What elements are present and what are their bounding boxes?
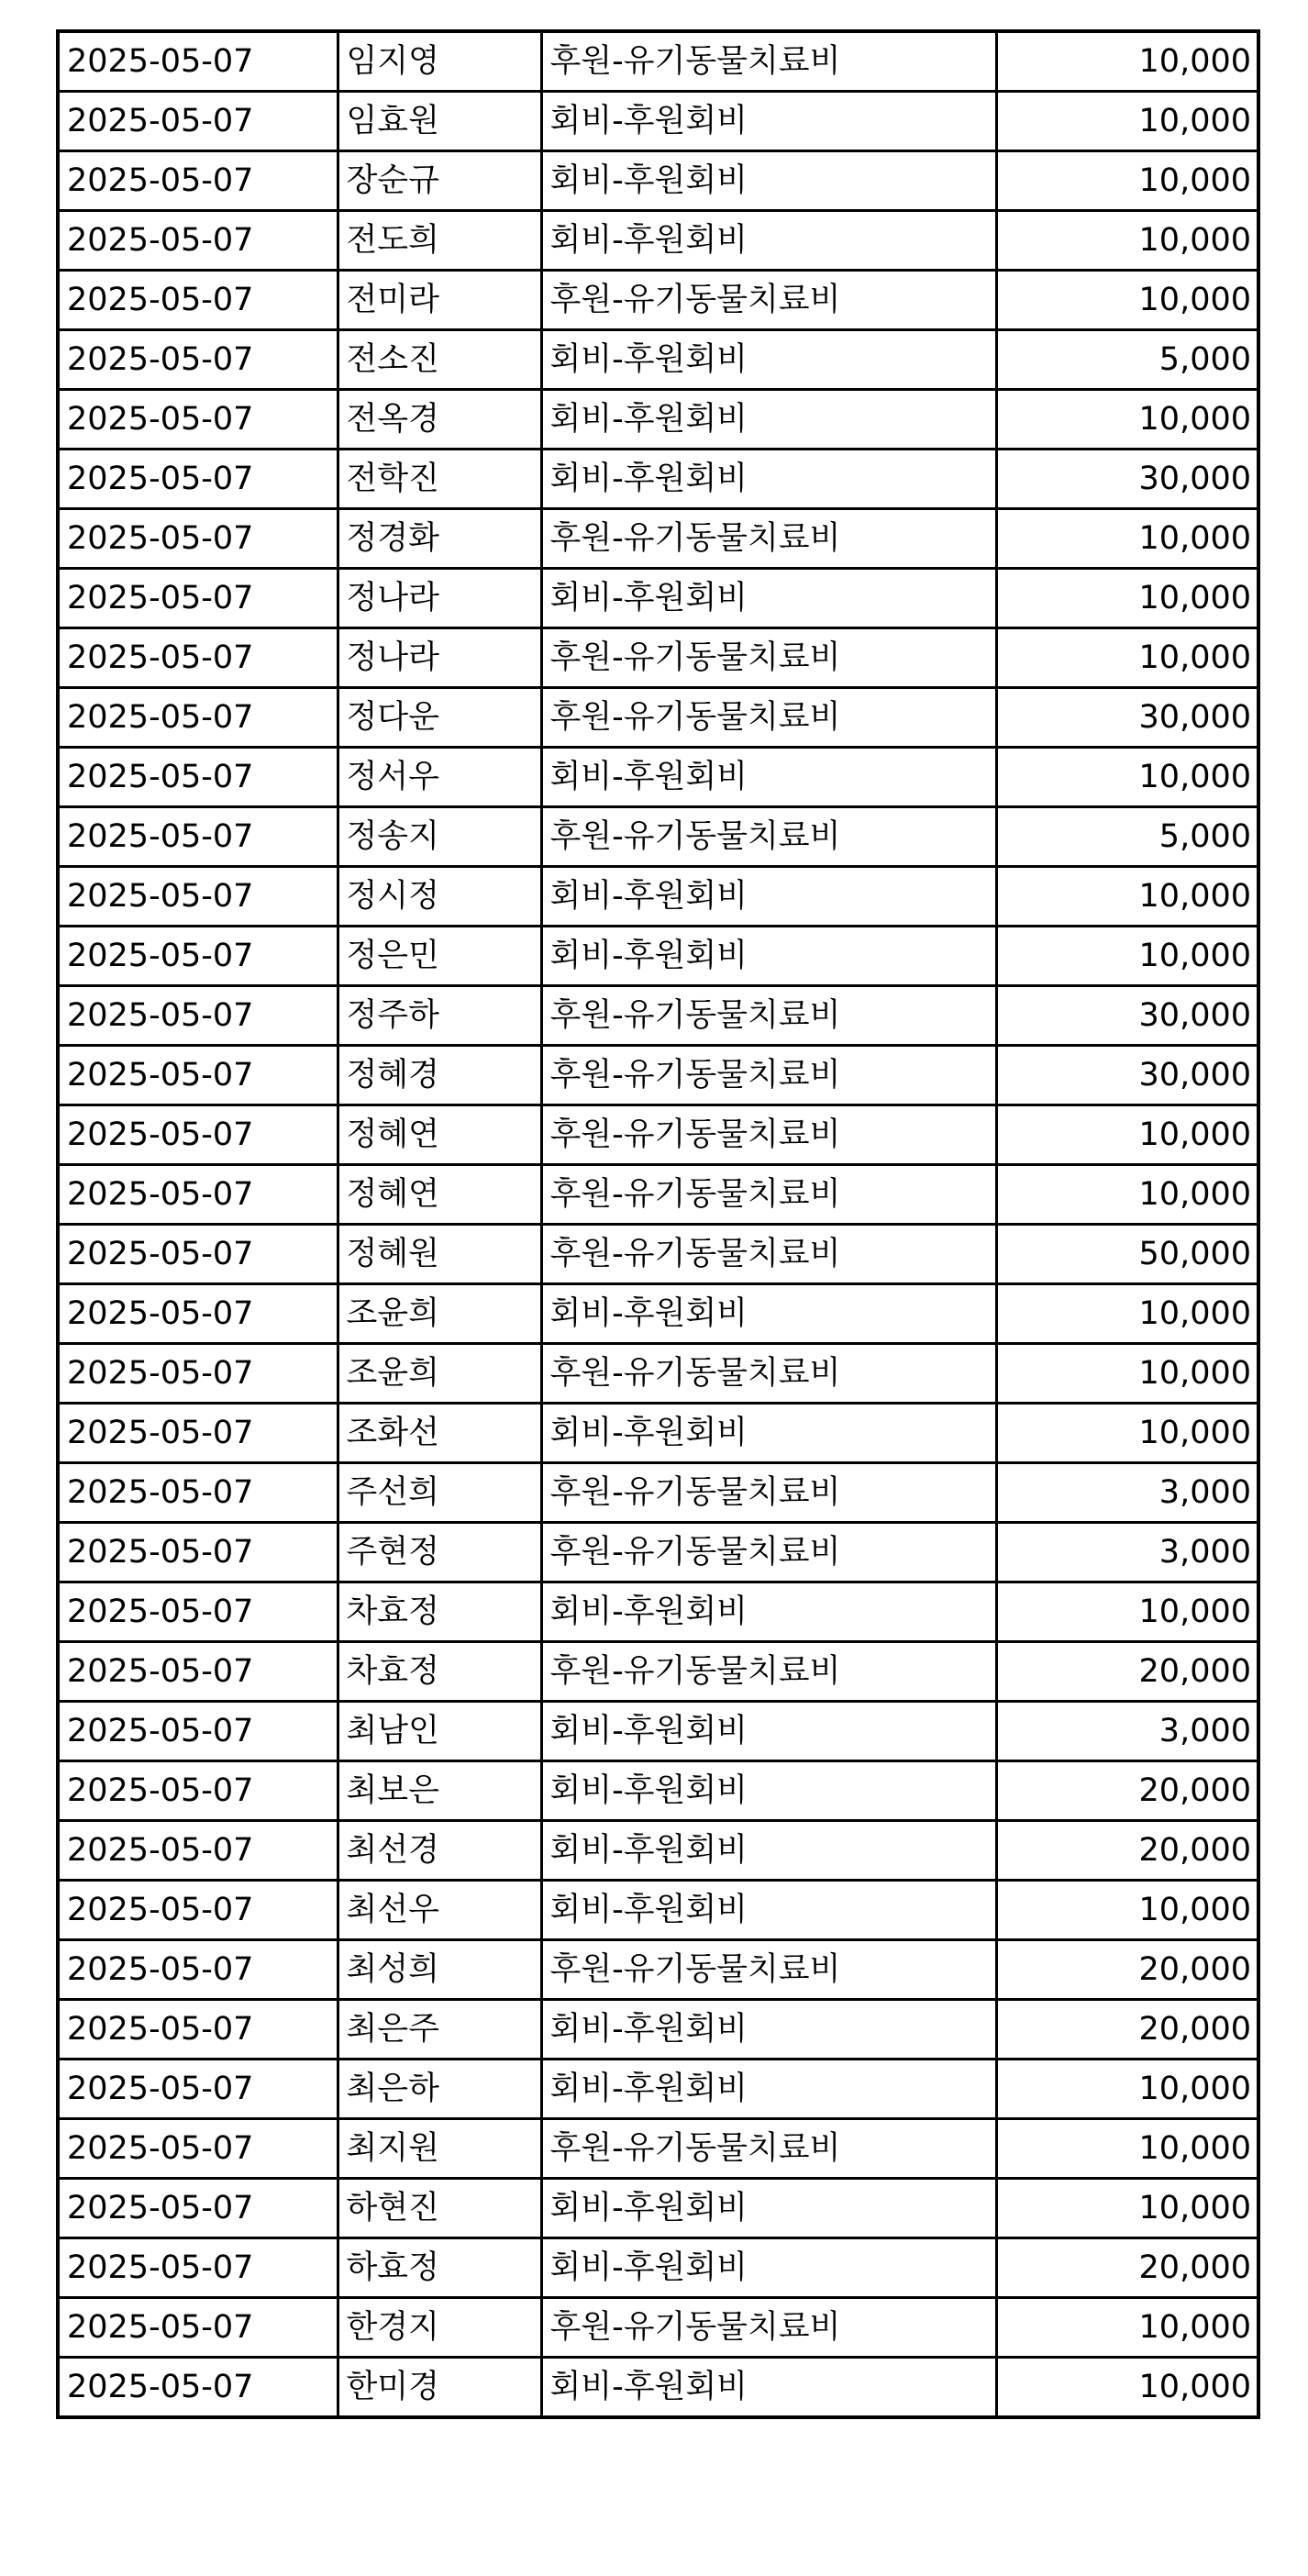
table-row	[58, 1165, 1258, 1225]
category-cell: 회비-후원회비	[541, 211, 996, 271]
donor-name-cell: 정나라	[338, 628, 541, 688]
date-cell: 2025-05-07	[58, 2119, 338, 2179]
amount-cell: 10,000	[996, 1165, 1258, 1225]
donor-name-cell: 임지영	[338, 31, 541, 92]
category-cell: 후원-유기동물치료비	[541, 628, 996, 688]
donor-name-cell: 주현정	[338, 1523, 541, 1582]
table-row	[58, 2298, 1258, 2358]
donor-name-cell: 주선희	[338, 1463, 541, 1523]
table-row	[58, 1404, 1258, 1463]
category-cell: 후원-유기동물치료비	[541, 271, 996, 330]
amount-cell: 10,000	[996, 1344, 1258, 1404]
table-row	[58, 1940, 1258, 2000]
table-row	[58, 2358, 1258, 2418]
table-row	[58, 1642, 1258, 1702]
table-row	[58, 509, 1258, 569]
amount-cell: 10,000	[996, 2358, 1258, 2418]
amount-cell: 10,000	[996, 748, 1258, 807]
table-row	[58, 390, 1258, 450]
category-cell: 후원-유기동물치료비	[541, 1642, 996, 1702]
amount-cell: 30,000	[996, 450, 1258, 509]
amount-cell: 10,000	[996, 2179, 1258, 2238]
date-cell: 2025-05-07	[58, 688, 338, 748]
category-cell: 회비-후원회비	[541, 1582, 996, 1642]
category-cell: 회비-후원회비	[541, 1404, 996, 1463]
date-cell: 2025-05-07	[58, 807, 338, 867]
amount-cell: 10,000	[996, 2060, 1258, 2119]
table-row	[58, 1702, 1258, 1761]
amount-cell: 10,000	[996, 151, 1258, 211]
donor-name-cell: 하효정	[338, 2238, 541, 2298]
amount-cell: 20,000	[996, 2238, 1258, 2298]
category-cell: 후원-유기동물치료비	[541, 1105, 996, 1165]
table-row	[58, 2238, 1258, 2298]
category-cell: 회비-후원회비	[541, 2358, 996, 2418]
category-cell: 회비-후원회비	[541, 748, 996, 807]
category-cell: 회비-후원회비	[541, 1821, 996, 1881]
table-row	[58, 569, 1258, 628]
category-cell: 후원-유기동물치료비	[541, 1940, 996, 2000]
category-cell: 회비-후원회비	[541, 569, 996, 628]
date-cell: 2025-05-07	[58, 450, 338, 509]
donor-name-cell: 정혜경	[338, 1046, 541, 1105]
donor-name-cell: 차효정	[338, 1582, 541, 1642]
category-cell: 후원-유기동물치료비	[541, 1046, 996, 1105]
category-cell: 회비-후원회비	[541, 1881, 996, 1940]
donor-name-cell: 전미라	[338, 271, 541, 330]
date-cell: 2025-05-07	[58, 1881, 338, 1940]
date-cell: 2025-05-07	[58, 1463, 338, 1523]
category-cell: 회비-후원회비	[541, 1761, 996, 1821]
date-cell: 2025-05-07	[58, 1523, 338, 1582]
category-cell: 후원-유기동물치료비	[541, 1344, 996, 1404]
table-row	[58, 2000, 1258, 2060]
date-cell: 2025-05-07	[58, 509, 338, 569]
category-cell: 회비-후원회비	[541, 1284, 996, 1344]
amount-cell: 3,000	[996, 1463, 1258, 1523]
date-cell: 2025-05-07	[58, 1642, 338, 1702]
category-cell: 후원-유기동물치료비	[541, 807, 996, 867]
donor-name-cell: 정경화	[338, 509, 541, 569]
table-row	[58, 867, 1258, 927]
date-cell: 2025-05-07	[58, 867, 338, 927]
donor-name-cell: 임효원	[338, 92, 541, 151]
date-cell: 2025-05-07	[58, 986, 338, 1046]
category-cell: 후원-유기동물치료비	[541, 31, 996, 92]
donor-name-cell: 한미경	[338, 2358, 541, 2418]
category-cell: 회비-후원회비	[541, 390, 996, 450]
date-cell: 2025-05-07	[58, 2238, 338, 2298]
category-cell: 회비-후원회비	[541, 2000, 996, 2060]
amount-cell: 5,000	[996, 807, 1258, 867]
amount-cell: 20,000	[996, 1940, 1258, 2000]
donor-name-cell: 차효정	[338, 1642, 541, 1702]
date-cell: 2025-05-07	[58, 1940, 338, 2000]
donor-name-cell: 최보은	[338, 1761, 541, 1821]
date-cell: 2025-05-07	[58, 92, 338, 151]
amount-cell: 10,000	[996, 2298, 1258, 2358]
table-row	[58, 1284, 1258, 1344]
donor-name-cell: 정다운	[338, 688, 541, 748]
date-cell: 2025-05-07	[58, 330, 338, 390]
table-row	[58, 1582, 1258, 1642]
category-cell: 회비-후원회비	[541, 927, 996, 986]
table-row	[58, 927, 1258, 986]
category-cell: 회비-후원회비	[541, 151, 996, 211]
table-row	[58, 1821, 1258, 1881]
donor-name-cell: 전학진	[338, 450, 541, 509]
donation-ledger-table	[56, 29, 1260, 2419]
amount-cell: 10,000	[996, 1582, 1258, 1642]
donor-name-cell: 정은민	[338, 927, 541, 986]
category-cell: 후원-유기동물치료비	[541, 1165, 996, 1225]
table-row	[58, 2119, 1258, 2179]
amount-cell: 20,000	[996, 2000, 1258, 2060]
donor-name-cell: 최은주	[338, 2000, 541, 2060]
donor-name-cell: 정혜연	[338, 1105, 541, 1165]
table-row	[58, 92, 1258, 151]
date-cell: 2025-05-07	[58, 2000, 338, 2060]
category-cell: 회비-후원회비	[541, 867, 996, 927]
category-cell: 회비-후원회비	[541, 2238, 996, 2298]
category-cell: 후원-유기동물치료비	[541, 2119, 996, 2179]
amount-cell: 20,000	[996, 1642, 1258, 1702]
date-cell: 2025-05-07	[58, 1702, 338, 1761]
amount-cell: 10,000	[996, 927, 1258, 986]
table-row	[58, 986, 1258, 1046]
date-cell: 2025-05-07	[58, 2358, 338, 2418]
category-cell: 후원-유기동물치료비	[541, 688, 996, 748]
donor-name-cell: 최선우	[338, 1881, 541, 1940]
category-cell: 회비-후원회비	[541, 450, 996, 509]
amount-cell: 20,000	[996, 1821, 1258, 1881]
donor-name-cell: 정혜원	[338, 1225, 541, 1284]
donor-name-cell: 장순규	[338, 151, 541, 211]
table-row	[58, 1046, 1258, 1105]
donor-name-cell: 정서우	[338, 748, 541, 807]
date-cell: 2025-05-07	[58, 628, 338, 688]
amount-cell: 50,000	[996, 1225, 1258, 1284]
ledger-body	[58, 31, 1258, 2417]
amount-cell: 5,000	[996, 330, 1258, 390]
amount-cell: 30,000	[996, 986, 1258, 1046]
donor-name-cell: 조윤희	[338, 1344, 541, 1404]
donor-name-cell: 최선경	[338, 1821, 541, 1881]
donor-name-cell: 정송지	[338, 807, 541, 867]
donor-name-cell: 최은하	[338, 2060, 541, 2119]
amount-cell: 10,000	[996, 509, 1258, 569]
category-cell: 회비-후원회비	[541, 330, 996, 390]
category-cell: 후원-유기동물치료비	[541, 1523, 996, 1582]
donor-name-cell: 한경지	[338, 2298, 541, 2358]
date-cell: 2025-05-07	[58, 927, 338, 986]
date-cell: 2025-05-07	[58, 271, 338, 330]
amount-cell: 10,000	[996, 211, 1258, 271]
date-cell: 2025-05-07	[58, 1761, 338, 1821]
table-row	[58, 1463, 1258, 1523]
table-row	[58, 748, 1258, 807]
amount-cell: 30,000	[996, 1046, 1258, 1105]
category-cell: 후원-유기동물치료비	[541, 986, 996, 1046]
date-cell: 2025-05-07	[58, 211, 338, 271]
date-cell: 2025-05-07	[58, 569, 338, 628]
amount-cell: 10,000	[996, 92, 1258, 151]
amount-cell: 30,000	[996, 688, 1258, 748]
amount-cell: 10,000	[996, 271, 1258, 330]
table-row	[58, 1761, 1258, 1821]
amount-cell: 10,000	[996, 1404, 1258, 1463]
table-row	[58, 450, 1258, 509]
category-cell: 회비-후원회비	[541, 2179, 996, 2238]
amount-cell: 10,000	[996, 569, 1258, 628]
donor-name-cell: 정시정	[338, 867, 541, 927]
donor-name-cell: 최성희	[338, 1940, 541, 2000]
table-row	[58, 807, 1258, 867]
date-cell: 2025-05-07	[58, 2179, 338, 2238]
date-cell: 2025-05-07	[58, 1404, 338, 1463]
amount-cell: 10,000	[996, 2119, 1258, 2179]
donor-name-cell: 전도희	[338, 211, 541, 271]
category-cell: 후원-유기동물치료비	[541, 1225, 996, 1284]
donor-name-cell: 전소진	[338, 330, 541, 390]
table-row	[58, 1523, 1258, 1582]
category-cell: 후원-유기동물치료비	[541, 2298, 996, 2358]
table-row	[58, 1225, 1258, 1284]
table-row	[58, 1105, 1258, 1165]
date-cell: 2025-05-07	[58, 1821, 338, 1881]
date-cell: 2025-05-07	[58, 390, 338, 450]
date-cell: 2025-05-07	[58, 31, 338, 92]
donor-name-cell: 조윤희	[338, 1284, 541, 1344]
date-cell: 2025-05-07	[58, 1165, 338, 1225]
amount-cell: 10,000	[996, 31, 1258, 92]
amount-cell: 3,000	[996, 1702, 1258, 1761]
table-row	[58, 271, 1258, 330]
amount-cell: 10,000	[996, 1284, 1258, 1344]
donor-name-cell: 정혜연	[338, 1165, 541, 1225]
donor-name-cell: 최지원	[338, 2119, 541, 2179]
category-cell: 회비-후원회비	[541, 1702, 996, 1761]
date-cell: 2025-05-07	[58, 1582, 338, 1642]
amount-cell: 10,000	[996, 390, 1258, 450]
date-cell: 2025-05-07	[58, 1284, 338, 1344]
amount-cell: 3,000	[996, 1523, 1258, 1582]
table-row	[58, 151, 1258, 211]
date-cell: 2025-05-07	[58, 2298, 338, 2358]
amount-cell: 10,000	[996, 628, 1258, 688]
amount-cell: 20,000	[996, 1761, 1258, 1821]
table-row	[58, 31, 1258, 92]
category-cell: 후원-유기동물치료비	[541, 1463, 996, 1523]
date-cell: 2025-05-07	[58, 1105, 338, 1165]
donor-name-cell: 하현진	[338, 2179, 541, 2238]
amount-cell: 10,000	[996, 1105, 1258, 1165]
amount-cell: 10,000	[996, 1881, 1258, 1940]
table-row	[58, 330, 1258, 390]
date-cell: 2025-05-07	[58, 748, 338, 807]
date-cell: 2025-05-07	[58, 1046, 338, 1105]
date-cell: 2025-05-07	[58, 151, 338, 211]
donor-name-cell: 조화선	[338, 1404, 541, 1463]
category-cell: 회비-후원회비	[541, 92, 996, 151]
category-cell: 회비-후원회비	[541, 2060, 996, 2119]
table-row	[58, 211, 1258, 271]
table-row	[58, 1881, 1258, 1940]
date-cell: 2025-05-07	[58, 2060, 338, 2119]
donor-name-cell: 최남인	[338, 1702, 541, 1761]
date-cell: 2025-05-07	[58, 1344, 338, 1404]
donor-name-cell: 정주하	[338, 986, 541, 1046]
donor-name-cell: 전옥경	[338, 390, 541, 450]
category-cell: 후원-유기동물치료비	[541, 509, 996, 569]
date-cell: 2025-05-07	[58, 1225, 338, 1284]
table-row	[58, 628, 1258, 688]
donor-name-cell: 정나라	[338, 569, 541, 628]
table-row	[58, 688, 1258, 748]
amount-cell: 10,000	[996, 867, 1258, 927]
table-row	[58, 2060, 1258, 2119]
table-row	[58, 2179, 1258, 2238]
table-row	[58, 1344, 1258, 1404]
